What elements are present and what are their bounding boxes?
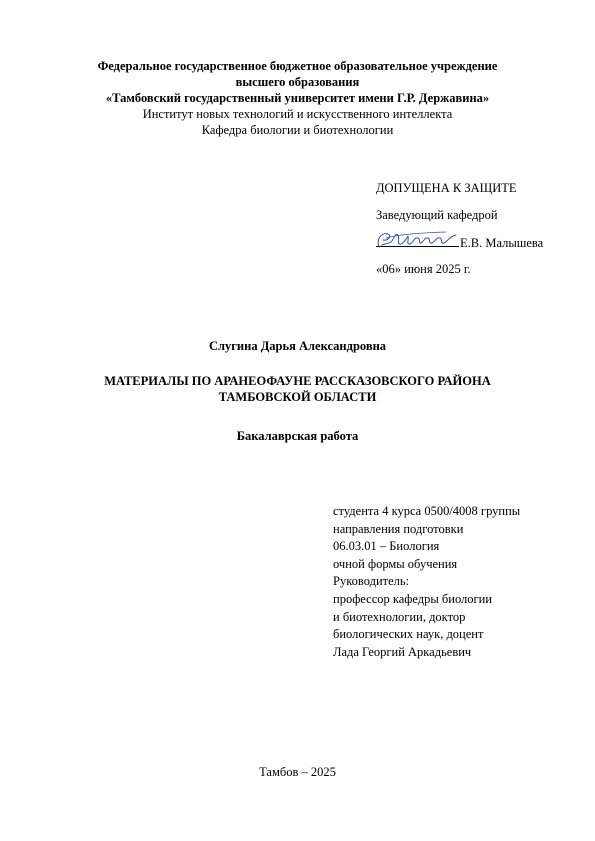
header-line-1: Федеральное государственное бюджетное образовательное учреждение	[97, 59, 498, 73]
handwritten-signature	[376, 229, 458, 251]
approval-date: «06» июня 2025 г.	[376, 262, 471, 276]
head-of-department-name: Е.В. Малышева	[460, 236, 544, 250]
student-info-line: очной формы обучения	[333, 556, 458, 571]
student-info-line: биологических наук, доцент	[333, 627, 484, 642]
student-info-line: 06.03.01 – Биология	[333, 539, 440, 554]
student-info-line: и биотехнологии, доктор	[333, 609, 466, 624]
approval-block	[376, 180, 576, 277]
author-name: Слугина Дарья Александровна	[208, 339, 387, 353]
work-type-block	[60, 428, 535, 444]
header-line-3: «Тамбовский государственный университет имени Г.Р. Державина»	[105, 91, 490, 105]
approval-title: ДОПУЩЕНА К ЗАЩИТЕ	[376, 181, 517, 195]
student-info-line: студента 4 курса 0500/4008 группы	[333, 504, 521, 518]
author-block	[60, 338, 535, 354]
student-info-line: профессор кафедры биологии	[333, 591, 493, 606]
student-info-line: Лада Георгий Аркадьевич	[333, 644, 472, 659]
student-info-line: Руководитель:	[333, 574, 410, 589]
city-year-footer: Тамбов – 2025	[259, 765, 336, 779]
approval-role: Заведующий кафедрой	[376, 208, 498, 222]
thesis-title-line-2: ТАМБОВСКОЙ ОБЛАСТИ	[218, 390, 377, 404]
header-line-2: высшего образования	[235, 75, 360, 89]
institution-header	[60, 58, 535, 138]
work-type: Бакалаврская работа	[236, 429, 359, 443]
thesis-title	[60, 373, 535, 405]
student-info-block	[333, 503, 573, 661]
header-line-4: Институт новых технологий и искусственного интеллекта	[142, 107, 453, 121]
header-line-5: Кафедра биологии и биотехнологии	[201, 123, 394, 137]
signature-row	[376, 231, 576, 251]
student-info-line: направления подготовки	[333, 521, 464, 536]
thesis-title-line-1: МАТЕРИАЛЫ ПО АРАНЕОФАУНЕ РАССКАЗОВСКОГО РАЙОНА	[104, 374, 491, 388]
